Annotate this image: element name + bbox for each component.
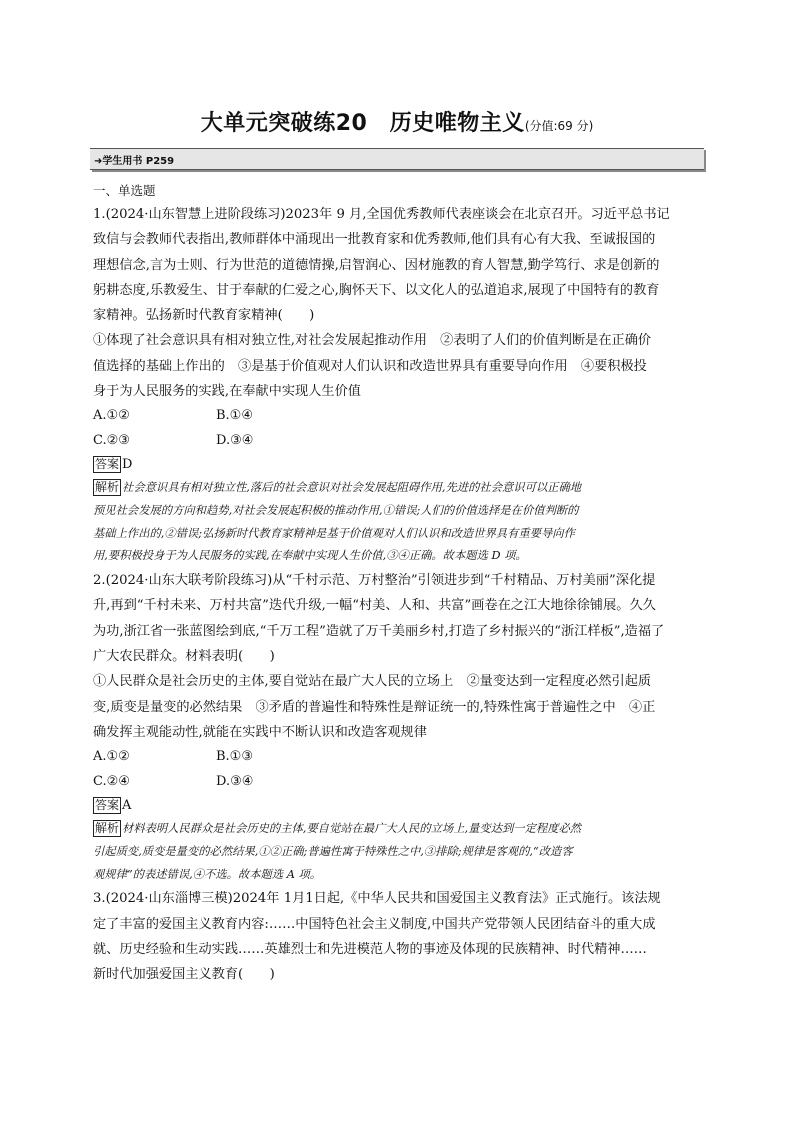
- answer-tag: 答案: [95, 457, 120, 472]
- option-d: D.③④: [216, 773, 254, 789]
- analysis-line: [93, 818, 693, 841]
- question-stem-line: 升,再到“千村未来、万村共富”迭代升级,一幅“村美、人和、共富”画卷在之江大地徐徐铺展。久久: [93, 598, 656, 614]
- analysis-text: 材料表明人民群众是社会历史的主体,要自觉站在最广大人民的立场上,量变达到一定程度必然: [122, 822, 582, 836]
- statement-line: 身于为人民服务的实践,在奉献中实现人生价值: [93, 384, 361, 400]
- option-a: A.①②: [93, 408, 130, 424]
- answer-value: A: [122, 798, 132, 814]
- statement-line: 变,质变是量变的必然结果 ③矛盾的普遍性和特殊性是辩证统一的,特殊性寓于普遍性之中 ④正: [93, 699, 656, 715]
- analysis-tag: 解析: [95, 821, 120, 836]
- options-row: [93, 770, 693, 795]
- question-stem-line: 1.(2024·山东智慧上进阶段练习)2023年 9 月,全国优秀教师代表座谈会在北京召开。习近平总书记: [93, 207, 670, 222]
- option-c: C.②④: [93, 773, 130, 789]
- option-c: C.②③: [93, 432, 130, 448]
- question-stem-line: 致信与会教师代表指出,教师群体中涌现出一批教育家和优秀教师,他们具有心有大我、至诚报国的: [93, 232, 656, 248]
- student-book-reference-bar: [90, 148, 704, 170]
- analysis-text: 社会意识具有相对独立性,落后的社会意识对社会发展起阻碍作用,先进的社会意识可以正确地: [122, 481, 582, 495]
- analysis-line: 观规律”的表述错误,④不选。故本题选 A 项。: [93, 867, 322, 881]
- option-b: B.①④: [216, 408, 253, 424]
- options-row: [93, 745, 693, 770]
- answer-tag: 答案: [95, 798, 120, 813]
- analysis-tag: 解析: [95, 480, 120, 495]
- student-book-reference: ➜学生用书 P259: [94, 156, 175, 167]
- analysis-line: 引起质变,质变是量变的必然结果,①②正确;普遍性寓于特殊性之中,③排除;规律是客观的,“改造客: [93, 844, 573, 858]
- answer-line: [93, 794, 693, 818]
- options-row: [93, 429, 693, 454]
- title-text: 大单元突破练20 历史唯物主义: [200, 111, 525, 136]
- analysis-line: [93, 477, 693, 500]
- question-stem-line: 定了丰富的爱国主义教育内容:……中国特色社会主义制度,中国共产党带领人民团结奋斗的重大成: [93, 916, 656, 932]
- question-stem-line: 新时代加强爱国主义教育( ): [93, 967, 275, 983]
- question-2: [93, 568, 693, 886]
- statement-line: 值选择的基础上作出的 ③是基于价值观对人们认识和改造世界具有重要导向作用 ④要积极投: [93, 358, 647, 374]
- statement-line: ①人民群众是社会历史的主体,要自觉站在最广大人民的立场上 ②量变达到一定程度必然引起质: [93, 674, 652, 690]
- option-a: A.①②: [93, 749, 130, 765]
- statement-line: 确发挥主观能动性,就能在实践中不断认识和改造客观规律: [93, 724, 427, 740]
- question-stem-line: 家精神。弘扬新时代教育家精神( ): [93, 308, 315, 324]
- analysis-line: 预见社会发展的方向和趋势,对社会发展起积极的推动作用,①错误;人们的价值选择是在价值判断的: [93, 504, 579, 518]
- score-note: (分值:69 分): [524, 119, 594, 133]
- statement-line: ①体现了社会意识具有相对独立性,对社会发展起推动作用 ②表明了人们的价值判断是在正确价: [93, 333, 652, 349]
- question-stem-line: 躬耕态度,乐教爱生、甘于奉献的仁爱之心,胸怀天下、以文化人的弘道追求,展现了中国特有的教育: [93, 282, 660, 298]
- analysis-line: 用,要积极投身于为人民服务的实践,在奉献中实现人生价值,③④正确。故本题选 D 项。: [93, 549, 527, 563]
- answer-value: D: [122, 457, 133, 473]
- question-stem-line: 2.(2024·山东大联考阶段练习)从“千村示范、万村整治”引领进步到“千村精品、万村美丽”深化提: [93, 573, 656, 589]
- question-stem-line: 为功,浙江省一张蓝图绘到底,“千万工程”造就了万千美丽乡村,打造了乡村振兴的“浙江样板”,造福了: [93, 623, 665, 639]
- section-title: 一、单选题: [93, 183, 156, 198]
- question-stem-line: 3.(2024·山东淄博三模)2024年 1月1日起,《中华人民共和国爱国主义教育法》正式施行。该法规: [93, 891, 661, 907]
- question-stem-line: 广大农民群众。材料表明( ): [93, 649, 275, 665]
- question-stem-line: 就、历史经验和生动实践……英雄烈士和先进模范人物的事迹及体现的民族精神、时代精神……: [93, 941, 647, 957]
- page-title: [0, 106, 794, 137]
- options-row: [93, 404, 693, 429]
- answer-line: [93, 453, 693, 477]
- question-1: [93, 202, 693, 568]
- option-d: D.③④: [216, 432, 254, 448]
- question-stem-line: 理想信念,言为士则、行为世范的道德情操,启智润心、因材施教的育人智慧,勤学笃行、求是创新的: [93, 257, 660, 273]
- analysis-line: 基础上作出的,②错误;弘扬新时代教育家精神是基于价值观对人们认识和改造世界具有重要导向作: [93, 526, 575, 540]
- question-3: [93, 886, 693, 987]
- option-b: B.①③: [216, 749, 253, 765]
- question-content: [93, 180, 693, 988]
